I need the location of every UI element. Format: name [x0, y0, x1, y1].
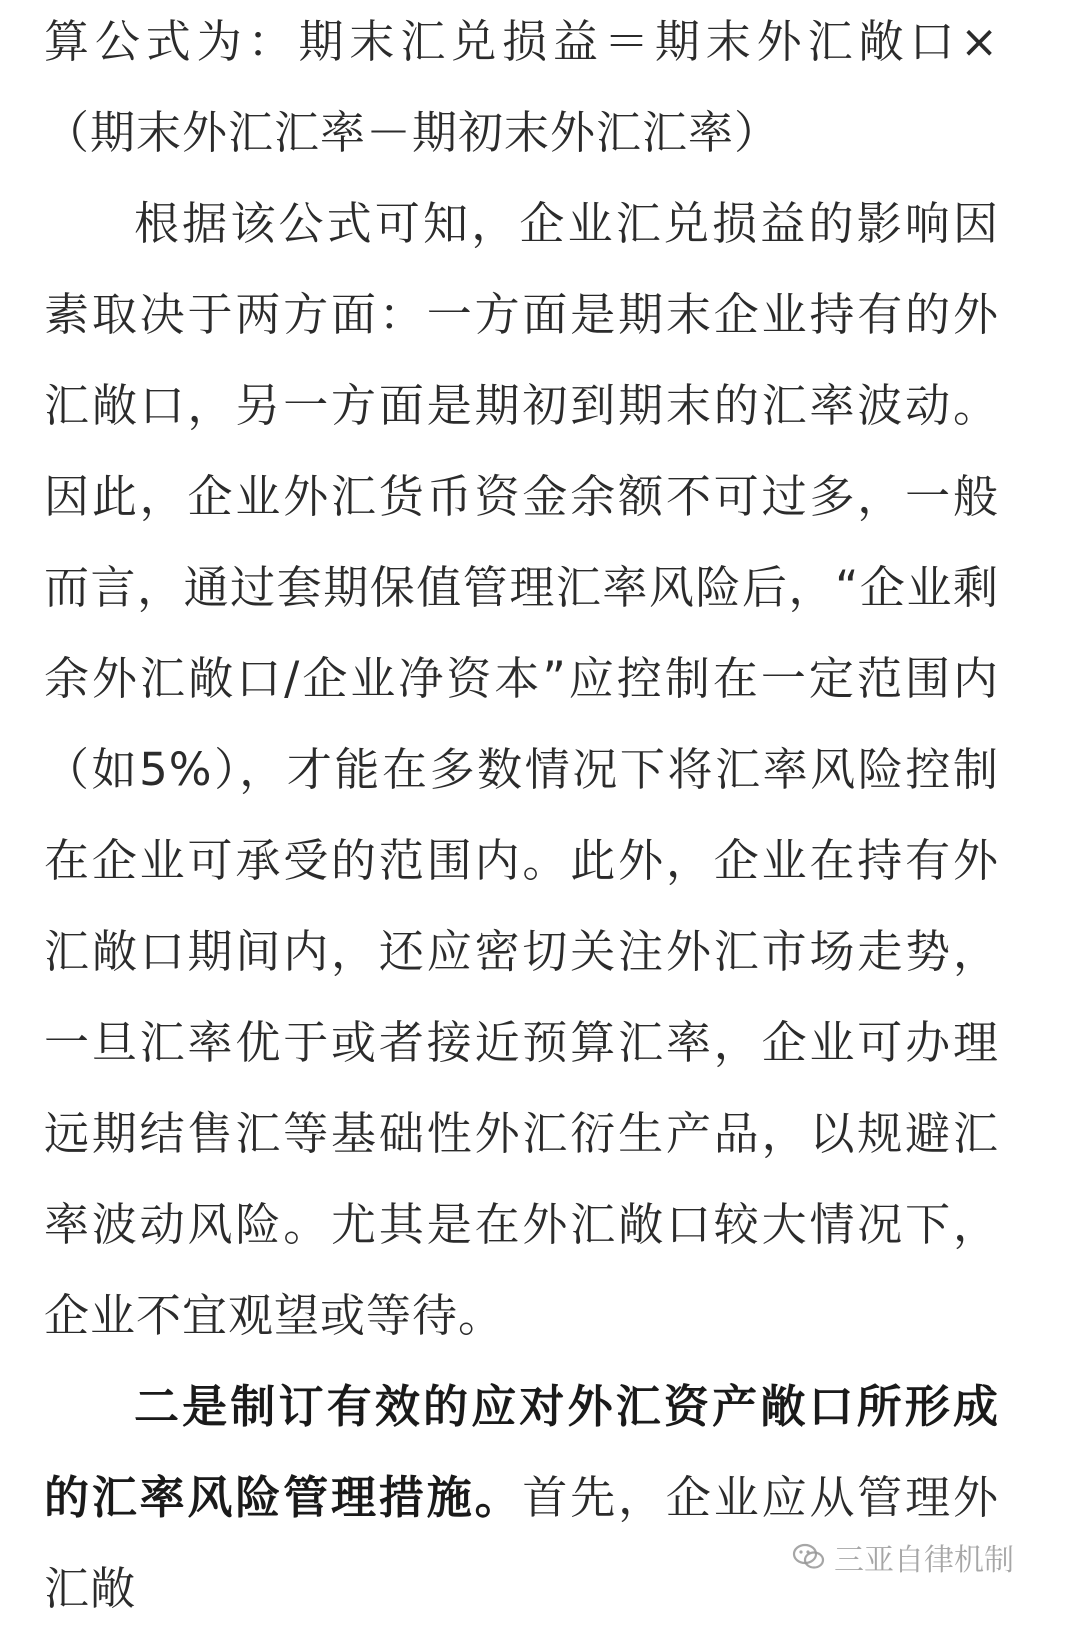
paragraph-heading-bold: 二是制订有效的应对外汇资产敞口所形成的汇率风险管理措施。	[44, 1380, 999, 1524]
wechat-icon	[792, 1542, 826, 1572]
paragraph-body-text: 首先，企业应从管理外汇敞	[44, 1471, 999, 1615]
watermark	[792, 1535, 1014, 1579]
watermark-text: 三亚自律机制	[834, 1543, 1014, 1578]
paragraph-measures	[44, 1361, 999, 1634]
article-body	[44, 0, 999, 1634]
paragraph-analysis: 根据该公式可知，企业汇兑损益的影响因素取决于两方面：一方面是期末企业持有的外汇敞口，另一方面是期初到期末的汇率波动。因此，企业外汇货币资金余额不可过多，一般而言，通过套期保值管理汇率风险后，“企业剩余外汇敞口/企业净资本”应控制在一定范围内（如5%），才能在多数情况下将汇率风险控制在企业可承受的范围内。此外，企业在持有外汇敞口期间内，还应密切关注外汇市场走势，一旦汇率优于或者接近预算汇率，企业可办理远期结售汇等基础性外汇衍生产品，以规避汇率波动风险。尤其是在外汇敞口较大情况下，企业不宜观望或等待。	[44, 197, 999, 1342]
paragraph-formula: 算公式为：期末汇兑损益＝期末外汇敞口×（期末外汇汇率－期初末外汇汇率）	[44, 15, 999, 159]
